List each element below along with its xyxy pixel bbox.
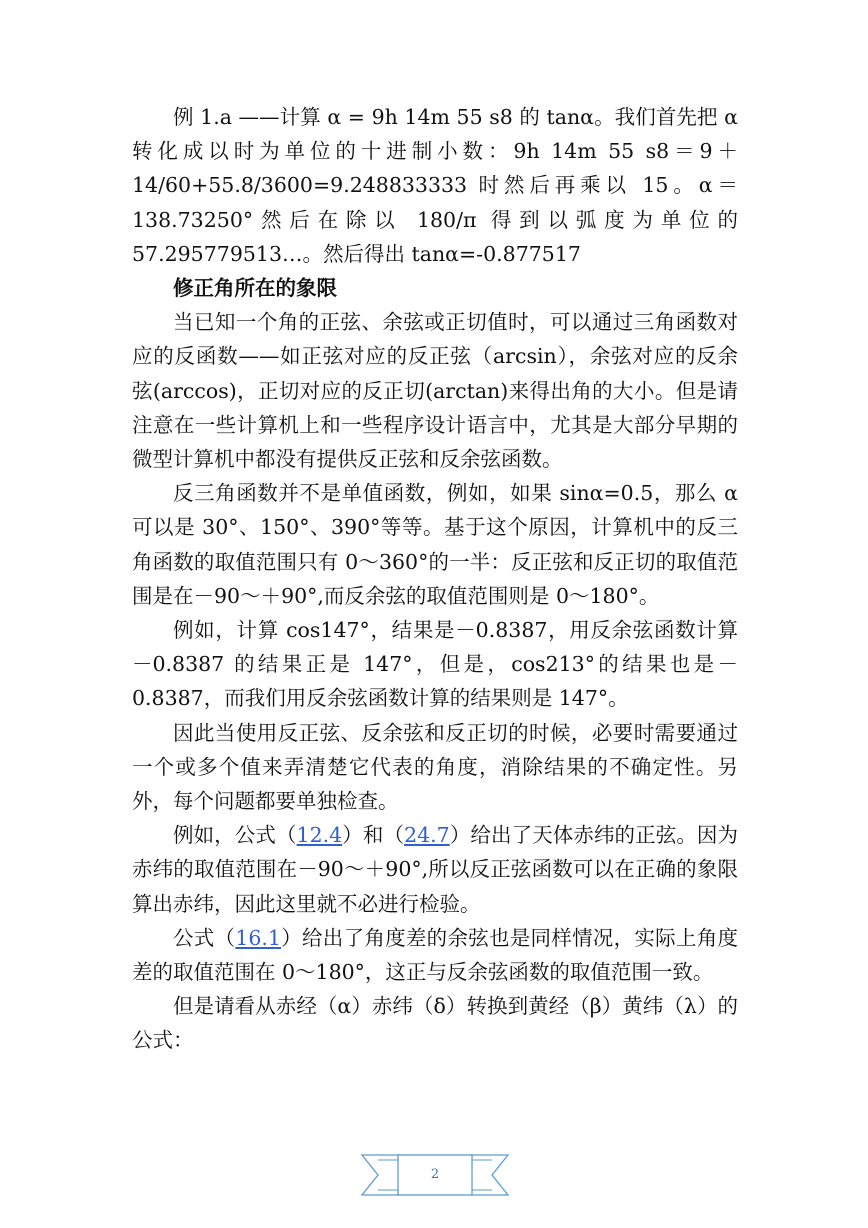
page-footer <box>360 1152 510 1198</box>
formula-link-12-4[interactable]: 12.4 <box>296 823 343 848</box>
paragraph-ecliptic-intro <box>132 989 738 1057</box>
text-run: 公式（ <box>173 925 236 950</box>
paragraph-example-1a <box>132 100 738 271</box>
document-body <box>132 100 738 1058</box>
page-number: 2 <box>430 1167 440 1182</box>
paragraph-not-single-valued <box>132 476 738 613</box>
formula-link-16-1[interactable]: 16.1 <box>235 925 281 950</box>
text-run: 但是请看从赤经（α）赤纬（δ）转换到黄经（β）黄纬（λ）的公式： <box>132 994 738 1053</box>
text-run: 当已知一个角的正弦、余弦或正切值时，可以通过三角函数对应的反函数——如正弦对应的反正弦（arcsin），余弦对应的反余弦(arccos)，正切对应的反正切(arctan)来得出角的大小。但是请注意在一些计算机上和一些程序设计语言中，尤其是大部分早期的微型计算机中都没有提供反正弦和反余弦函数。 <box>132 310 738 472</box>
text-run: 反三角函数并不是单值函数，例如，如果 sinα=0.5，那么 α 可以是 30°、150°、390°等等。基于这个原因，计算机中的反三角函数的取值范围只有 0～360°的一半：反正弦和反正切的取值范围是在－90～＋90°,而反余弦的取值范围则是 0～180°。 <box>132 481 738 608</box>
paragraph-cos147 <box>132 613 738 716</box>
text-run: ）给出了天体赤纬的正弦。因为赤纬的取值范围在－90～＋90°,所以反正弦函数可以在正确的象限算出赤纬，因此这里就不必进行检验。 <box>132 823 739 916</box>
section-heading <box>132 271 738 305</box>
formula-link-24-7[interactable]: 24.7 <box>404 823 450 848</box>
text-run: 例如，公式（ <box>173 823 297 848</box>
text-run: ）和（ <box>342 823 405 848</box>
text-run: 因此当使用反正弦、反余弦和反正切的时候，必要时需要通过一个或多个值来弄清楚它代表的角度，消除结果的不确定性。另外，每个问题都要单独检查。 <box>132 720 738 814</box>
paragraph-declination <box>132 818 738 921</box>
text-run: 例如，计算 cos147°，结果是－0.8387，用反余弦函数计算－0.8387 的结果正是 147°，但是，cos213°的结果也是－0.8387，而我们用反余弦函数计算的结果则是 147°。 <box>132 618 738 711</box>
paragraph-check-each <box>132 716 738 819</box>
paragraph-inverse-functions <box>132 305 738 476</box>
text-run: ）给出了角度差的余弦也是同样情况，实际上角度差的取值范围在 0～180°，这正与反余弦函数的取值范围一致。 <box>132 925 739 985</box>
paragraph-angular-difference <box>132 921 738 989</box>
text-run: 例 1.a ——计算 α = 9h 14m 55 s8 的 tanα。我们首先把 α 转化成以时为单位的十进制小数：9h 14m 55 s8＝9＋14/60+55.8/3600=9.248833333 时然后再乘以 15。α＝138.73250°然后在除以 180/π 得到以弧度为单位的 57.295779513…。然后得出 tanα=-0.877517 <box>132 105 738 266</box>
text-run: 修正角所在的象限 <box>173 276 337 301</box>
